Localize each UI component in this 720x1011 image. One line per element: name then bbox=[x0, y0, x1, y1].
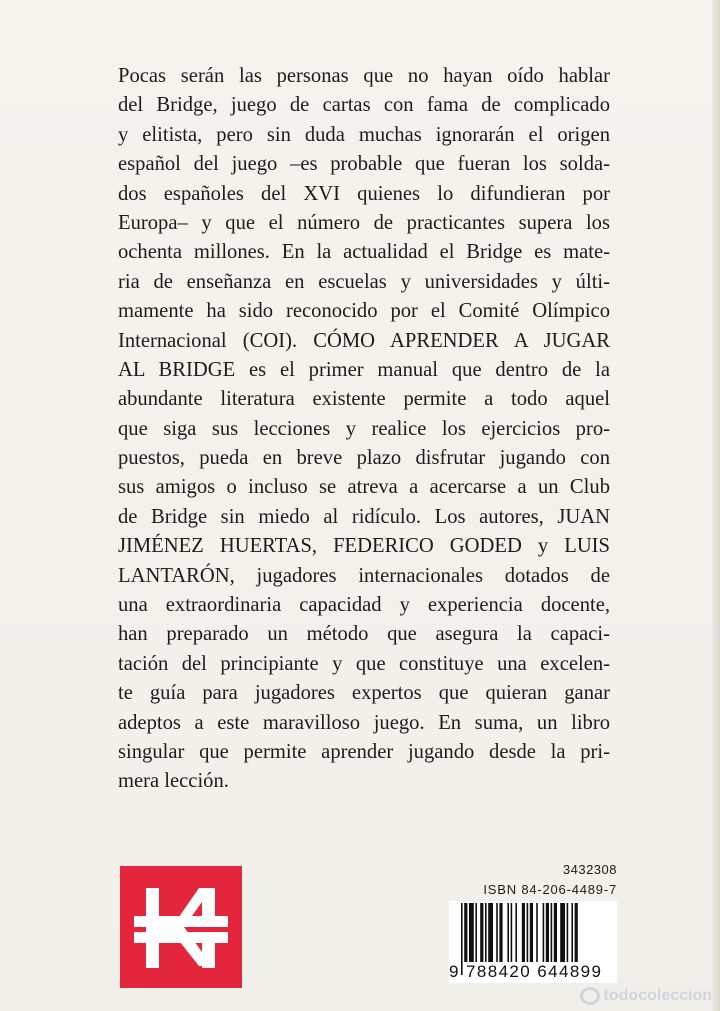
blurb-line: ria de enseñanza en escuelas y universidades y últi- bbox=[118, 270, 610, 293]
publisher-logo-mark bbox=[120, 866, 242, 988]
publisher-logo-icon bbox=[120, 866, 242, 988]
barcode-bar bbox=[530, 903, 533, 963]
blurb-line: que siga sus lecciones y realice los ejercicios pro- bbox=[118, 417, 610, 440]
blurb-line: Pocas serán las personas que no hayan oído hablar bbox=[118, 65, 610, 87]
blurb-line: JIMÉNEZ HUERTAS, FEDERICO GODED y LUIS bbox=[118, 535, 610, 558]
watermark-text: todocoleccion bbox=[603, 987, 712, 1004]
barcode-bar bbox=[507, 903, 509, 963]
barcode-bar bbox=[571, 903, 573, 963]
barcode-bar bbox=[551, 903, 553, 963]
barcode-bar bbox=[515, 903, 517, 963]
blurb-line: te guía para jugadores expertos que quieran ganar bbox=[118, 682, 610, 705]
blurb-line: Internacional (COI). CÓMO APRENDER A JUGAR bbox=[118, 329, 610, 352]
barcode-bar bbox=[480, 903, 483, 963]
watermark-logo-icon bbox=[580, 987, 600, 1005]
barcode-bar bbox=[485, 903, 487, 963]
barcode-bar bbox=[543, 903, 545, 963]
blurb-line: mera lección. bbox=[118, 770, 229, 793]
isbn-label: ISBN 84-206-4489-7 bbox=[483, 882, 617, 897]
barcode-bar bbox=[527, 903, 529, 963]
blurb-line: y elitista, pero sin duda muchas ignorarán el origen bbox=[118, 123, 610, 146]
blurb-line: ochenta millones. En la actualidad el Bridge es mate- bbox=[118, 241, 610, 264]
barcode-bar bbox=[522, 903, 525, 963]
blurb-line: puestos, pueda en breve plazo disfrutar jugando con bbox=[118, 447, 610, 470]
blurb-line: del Bridge, juego de cartas con fama de complicado bbox=[118, 94, 610, 117]
barcode-bar bbox=[554, 903, 557, 963]
blurb-line: AL BRIDGE es el primer manual que dentro de la bbox=[118, 358, 610, 381]
blurb-line: tación del principiante y que constituye una excelen- bbox=[118, 652, 610, 675]
blurb-line: abundante literatura existente permite a todo aquel bbox=[118, 388, 610, 411]
barcode-bar bbox=[567, 903, 569, 963]
barcode-bar bbox=[496, 903, 498, 963]
blurb-line: español del juego –es probable que fueran los solda- bbox=[118, 153, 610, 176]
barcode-bar bbox=[536, 903, 538, 963]
barcode-number bbox=[449, 962, 617, 984]
blurb-text bbox=[118, 62, 610, 797]
book-code: 3432308 bbox=[562, 862, 617, 877]
page-edge bbox=[712, 0, 720, 1011]
barcode-bar bbox=[499, 903, 502, 963]
blurb-line: de Bridge sin miedo al ridículo. Los autores, JUAN bbox=[118, 505, 610, 528]
blurb-line: dos españoles del XVI quienes lo difundieran por bbox=[118, 182, 610, 205]
barcode-bar bbox=[560, 903, 565, 963]
blurb-line: una extraordinaria capacidad y experiencia docente, bbox=[118, 594, 610, 617]
barcode-bar bbox=[475, 903, 477, 963]
watermark bbox=[580, 987, 712, 1005]
blurb-line: singular que permite aprender jugando desde la pri- bbox=[118, 740, 610, 763]
barcode-digits: 788420 644899 bbox=[463, 962, 605, 982]
barcode-bar bbox=[546, 903, 549, 963]
barcode-first-digit: 9 bbox=[449, 962, 460, 981]
blurb-line: Europa– y que el número de practicantes supera los bbox=[118, 211, 610, 234]
barcode-bar bbox=[469, 903, 474, 963]
blurb-line: han preparado un método que asegura la capaci- bbox=[118, 623, 610, 646]
blurb-line: mamente ha sido reconocido por el Comité Olímpico bbox=[118, 300, 610, 323]
blurb-line: adeptos a este maravilloso juego. En suma, un libro bbox=[118, 711, 610, 734]
barcode-bar bbox=[488, 903, 493, 963]
barcode-bar bbox=[511, 903, 513, 963]
blurb-line: sus amigos o incluso se atreva a acercarse a un Club bbox=[118, 476, 610, 499]
blurb-line: LANTARÓN, jugadores internacionales dotados de bbox=[118, 564, 610, 587]
